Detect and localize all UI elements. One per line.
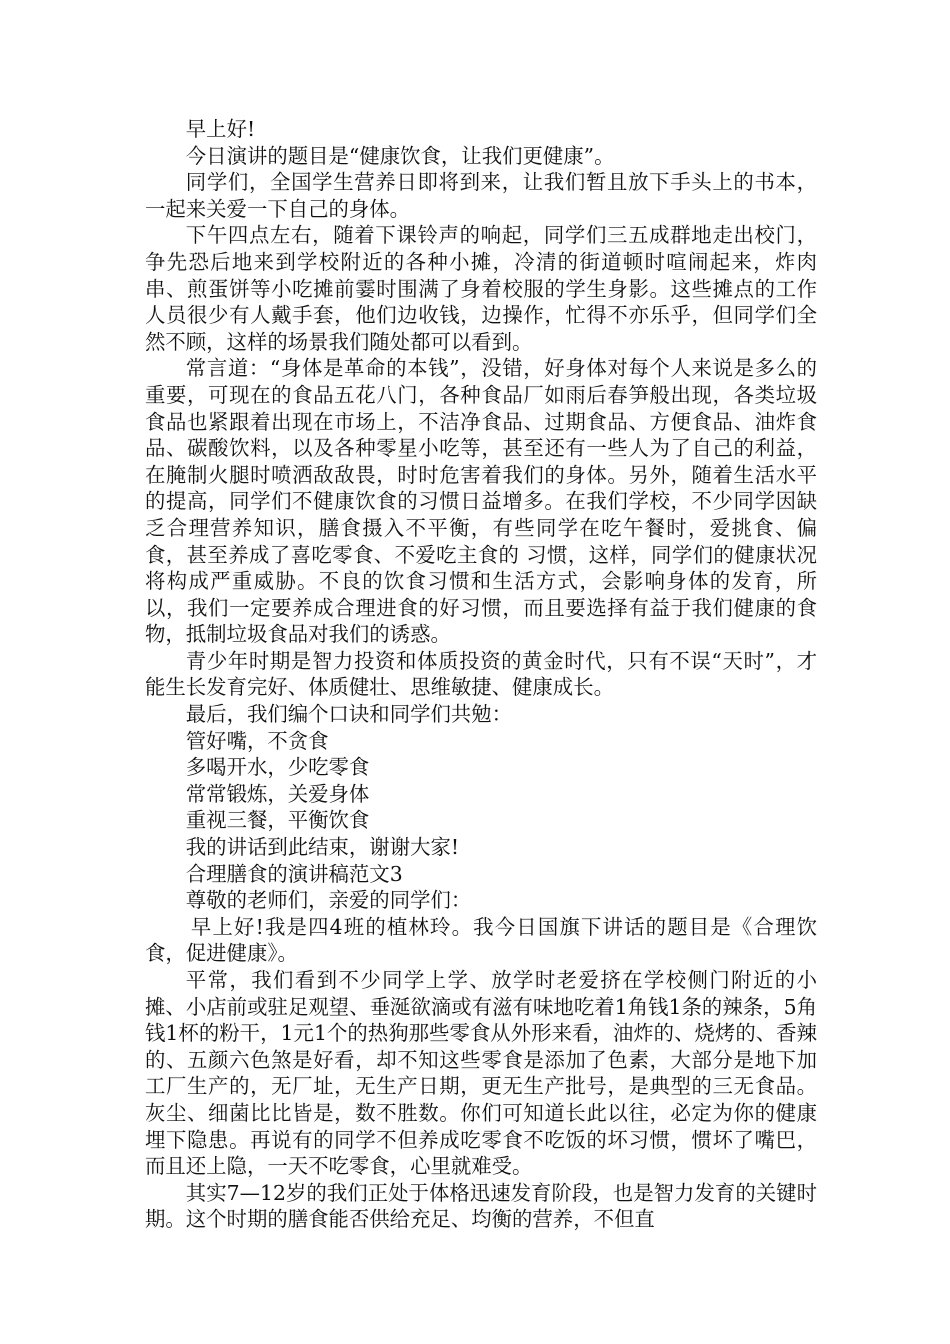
body-paragraph: 青少年时期是智力投资和体质投资的黄金时代，只有不误“天时”，才能生长发育完好、体质健壮、思维敏捷、健康成长。 — [145, 648, 817, 700]
slogan-line: 重视三餐，平衡饮食 — [185, 808, 370, 833]
body-paragraph: 同学们，全国学生营养日即将到来，让我们暂且放下手头上的书本，一起来关爱一下自己的身体。 — [145, 170, 817, 221]
greeting-paragraph: 早上好!我是四4班的植林玲。我今日国旗下讲话的题目是《合理饮食，促进健康》。 — [145, 914, 817, 966]
body-paragraph: 下午四点左右，随着下课铃声的响起，同学们三五成群地走出校门，争先恐后地来到学校附近的各种小摊，冷清的街道顿时喧闹起来，炸肉串、煎蛋饼等小吃摊前霎时围满了身着校服的学生身影。这些摊点的工作人员很少有人戴手套，他们边收钱，边操作，忙得不亦乐乎，但同学们全然不顾，这样的场景我们随处都可以看到。 — [145, 223, 817, 354]
body-paragraph: 平常，我们看到不少同学上学、放学时老爱挤在学校侧门附近的小摊、小店前或驻足观望、垂涎欲滴或有滋有味地吃着1角钱1条的辣条，5角钱1杯的粉干，1元1个的热狗那些零食从外形来看，油炸的、烧烤的、香辣的、五颜六色煞是好看，却不知这些零食是添加了色素，大部分是地下加工厂生产的，无厂址，无生产日期，更无生产批号，是典型的三无食品。灰尘、细菌比比皆是，数不胜数。你们可知道长此以往，必定为你的健康埋下隐患。再说有的同学不但养成吃零食不吃饭的坏习惯，惯坏了嘴巴，而且还上隐，一天不吃零食，心里就难受。 — [145, 968, 817, 1179]
salutation-paragraph: 尊敬的老师们，亲爱的同学们： — [185, 888, 472, 913]
closing-paragraph: 我的讲话到此结束，谢谢大家! — [185, 835, 460, 860]
slogan-line: 多喝开水，少吃零食 — [185, 755, 370, 780]
speech-body — [145, 116, 817, 1233]
greeting-paragraph: 早上好! — [185, 117, 256, 141]
body-paragraph: 最后，我们编个口诀和同学们共勉： — [185, 702, 513, 727]
slogan-line: 管好嘴，不贪食 — [185, 728, 329, 753]
body-paragraph: 常言道：“身体是革命的本钱”，没错，好身体对每个人来说是多么的重要，可现在的食品五花八门，各种食品厂如雨后春笋般出现，各类垃圾食品也紧跟着出现在市场上，不洁净食品、过期食品、方便食品、油炸食品、碳酸饮料，以及各种零星小吃等，甚至还有一些人为了自己的利益，在腌制火腿时喷洒敌敌畏，时时危害着我们的身体。另外，随着生活水平的提高，同学们不健康饮食的习惯日益增多。在我们学校，不少同学因缺乏合理营养知识，膳食摄入不平衡，有些同学在吃午餐时，爱挑食、偏食，甚至养成了喜吃零食、不爱吃主食的 习惯，这样，同学们的健康状况将构成严重威胁。不良的饮食习惯和生活方式，会影响身体的发育，所以，我们一定要养成合理进食的好习惯，而且要选择有益于我们健康的食物，抵制垃圾食品对我们的诱惑。 — [145, 356, 817, 647]
speech-topic-paragraph: 今日演讲的题目是“健康饮食，让我们更健康”。 — [185, 143, 615, 168]
body-paragraph: 其实7—12岁的我们正处于体格迅速发育阶段，也是智力发育的关键时期。这个时期的膳食能否供给充足、均衡的营养，不但直 — [145, 1180, 817, 1232]
slogan-line: 常常锻炼，关爱身体 — [185, 781, 370, 806]
section-heading: 合理膳食的演讲稿范文3 — [185, 861, 403, 886]
